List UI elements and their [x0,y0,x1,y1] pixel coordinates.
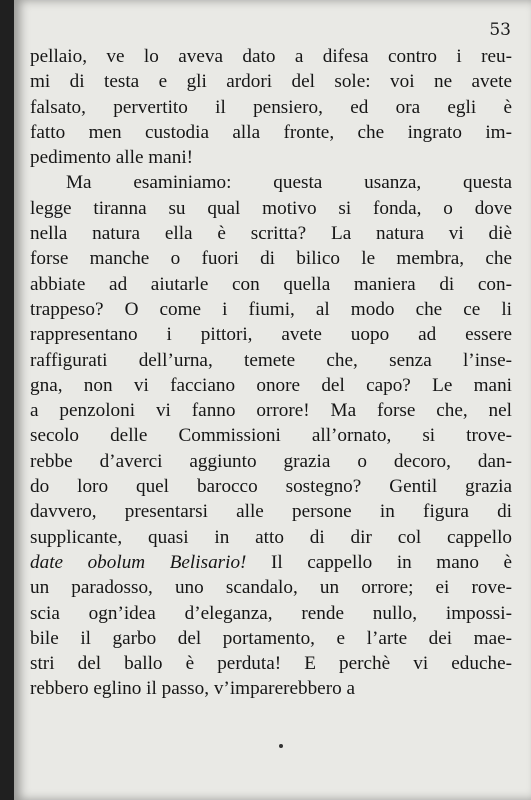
text-line: Ma esaminiamo: questa usanza, questa [66,172,512,194]
print-speck [279,744,283,748]
text-line: gna, non vi facciano onore del capo? Le mani [30,374,512,396]
text-line: raffigurati dell’urna, temete che, senza l’inse- [30,349,512,371]
text-line: mi di testa e gli ardori del sole: voi ne avete [30,71,512,93]
text-line: rebbe d’averci aggiunto grazia o decoro, dan- [30,450,512,472]
text-line: rebbero eglino il passo, v’imparerebbero a [30,678,355,700]
text-line: un paradosso, uno scandalo, un orrore; ei rove- [30,577,512,599]
text-line: trappeso? O come i fiumi, al modo che ce li [30,298,512,320]
text-line: falsato, pervertito il pensiero, ed ora egli è [30,96,512,118]
text-line: pellaio, ve lo aveva dato a difesa contro i reu- [30,46,512,67]
text-line: supplicante, quasi in atto di dir col cappello [30,526,512,548]
text-line: secolo delle Commissioni all’ornato, si trove- [30,425,512,447]
text-line: do loro quel barocco sostegno? Gentil grazia [30,476,512,498]
text-line: rappresentano i pittori, avete uopo ad essere [30,324,512,346]
text-line: pedimento alle mani! [30,147,194,169]
text-line-mixed [30,550,512,575]
text-line: scia ogn’idea d’eleganza, rende nullo, impossi- [30,602,512,624]
text-line: a penzoloni vi fanno orrore! Ma forse che, nel [30,400,512,422]
italic-quote: date obolum Belisario! [30,551,247,573]
text-line: forse manche o fuori di bilico le membra, che [30,248,512,270]
text-line: stri del ballo è perduta! E perchè vi eduche- [30,653,512,675]
page-number: 53 [489,20,511,40]
text-line: abbiate ad aiutarle con quella maniera di con- [30,273,512,295]
page-text [30,44,512,702]
text-line: nella natura ella è scritta? La natura vi diè [30,223,512,245]
text-line: bile il garbo del portamento, e l’arte dei mae- [30,627,512,649]
text-line: fatto men custodia alla fronte, che ingrato im- [30,121,512,143]
text-line: legge tiranna su qual motivo si fonda, o dove [30,197,512,219]
text-fragment: Il cappello in mano è [246,551,512,573]
text-line: davvero, presentarsi alle persone in figura di [30,501,512,523]
book-page [14,0,531,800]
